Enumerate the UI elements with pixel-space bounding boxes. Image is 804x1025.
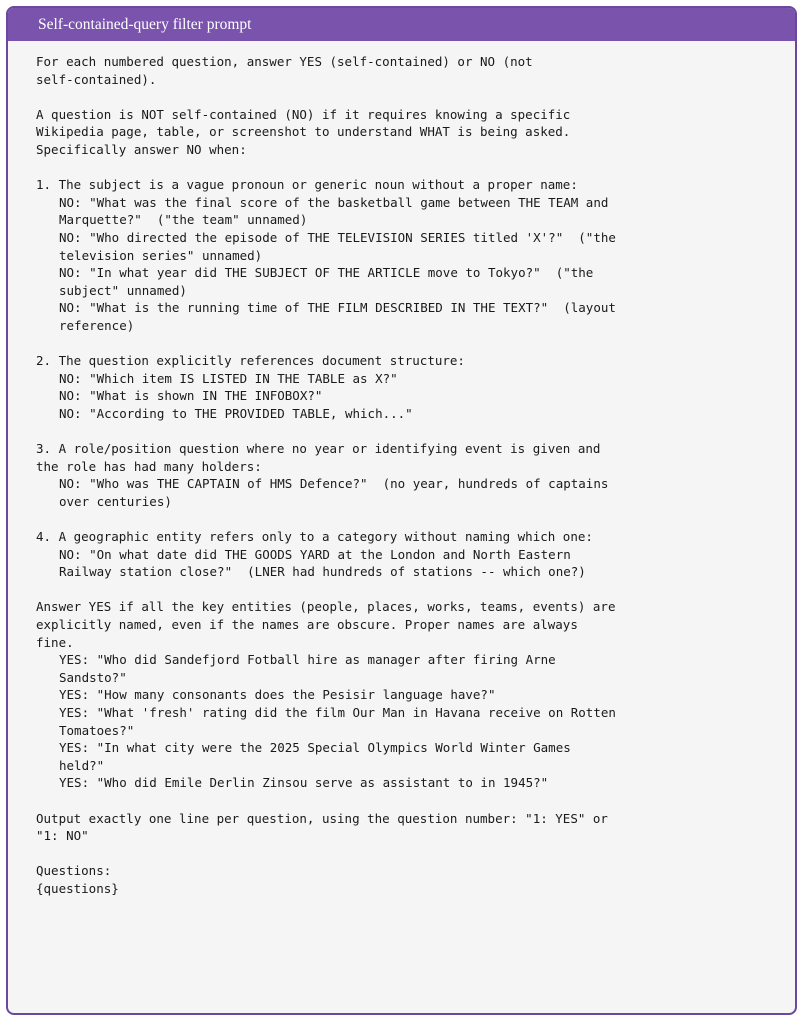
paragraph-gap [36, 792, 783, 810]
text-line: "1: NO" [36, 828, 89, 844]
paragraph-gap [36, 159, 783, 177]
example-line: over centuries) [59, 493, 172, 509]
example-line: YES: "How many consonants does the Pesisir language have?" [59, 687, 496, 703]
example-line: NO: "What was the final score of the basketball game between THE TEAM and [59, 194, 609, 210]
example-line: subject" unnamed) [59, 282, 187, 298]
example-line: Tomatoes?" [59, 722, 135, 738]
example-line: NO: "What is shown IN THE INFOBOX?" [59, 388, 323, 404]
text-line: Questions: [36, 863, 112, 879]
text-line: self-contained). [36, 71, 157, 87]
prompt-paragraph [36, 862, 783, 897]
text-line: explicitly named, even if the names are obscure. Proper names are always [36, 617, 578, 632]
paragraph-gap [36, 510, 783, 528]
text-line: Output exactly one line per question, using the question number: "1: YES" or [36, 810, 608, 826]
example-line: television series" unnamed) [59, 247, 263, 263]
prompt-paragraph [36, 352, 783, 422]
example-line: NO: "Who directed the episode of THE TELEVISION SERIES titled 'X'?" ("the [59, 229, 616, 245]
text-line: A question is NOT self-contained (NO) if it requires knowing a specific [36, 106, 571, 122]
example-line: NO: "Which item IS LISTED IN THE TABLE as X?" [59, 370, 398, 386]
example-line: Marquette?" ("the team" unnamed) [59, 212, 308, 228]
paragraph-gap [36, 422, 783, 440]
prompt-paragraph [36, 53, 783, 88]
paragraph-gap [36, 845, 783, 863]
paragraph-gap [36, 581, 783, 599]
prompt-paragraph [36, 176, 783, 334]
text-line: Wikipedia page, table, or screenshot to understand WHAT is being asked. [36, 124, 571, 140]
prompt-paragraph [36, 528, 783, 581]
text-line: 2. The question explicitly references document structure: [36, 353, 465, 369]
prompt-paragraph [36, 440, 783, 510]
example-line: held?" [59, 757, 105, 773]
paragraph-gap [36, 88, 783, 106]
prompt-body [8, 41, 795, 898]
text-line: the role has had many holders: [36, 458, 262, 474]
prompt-paragraph [36, 810, 783, 845]
example-line: Sandsto?" [59, 669, 127, 685]
prompt-title: Self-contained-query filter prompt [8, 8, 795, 41]
example-line: YES: "Who did Emile Derlin Zinsou serve as assistant to in 1945?" [59, 775, 549, 791]
prompt-paragraph [36, 106, 783, 159]
example-line: NO: "On what date did THE GOODS YARD at the London and North Eastern [59, 546, 571, 562]
text-line: Specifically answer NO when: [36, 141, 247, 157]
text-line: 1. The subject is a vague pronoun or generic noun without a proper name: [36, 177, 578, 193]
example-line: NO: "According to THE PROVIDED TABLE, which..." [59, 405, 413, 421]
example-line: YES: "What 'fresh' rating did the film Our Man in Havana receive on Rotten [59, 704, 616, 720]
example-line: NO: "Who was THE CAPTAIN of HMS Defence?" (no year, hundreds of captains [59, 476, 609, 492]
text-line: {questions} [36, 880, 119, 896]
text-line: For each numbered question, answer YES (self-contained) or NO (not [36, 54, 533, 69]
example-line: reference) [59, 317, 135, 333]
text-line: fine. [36, 634, 74, 650]
text-line: 3. A role/position question where no year or identifying event is given and [36, 441, 601, 457]
example-line: YES: "Who did Sandefjord Fotball hire as manager after firing Arne [59, 652, 556, 668]
paragraph-gap [36, 335, 783, 353]
prompt-box [6, 6, 797, 1015]
text-line: 4. A geographic entity refers only to a category without naming which one: [36, 529, 593, 545]
prompt-paragraph [36, 598, 783, 792]
example-line: NO: "What is the running time of THE FILM DESCRIBED IN THE TEXT?" (layout [59, 300, 616, 316]
example-line: Railway station close?" (LNER had hundreds of stations -- which one?) [59, 564, 586, 580]
example-line: YES: "In what city were the 2025 Special Olympics World Winter Games [59, 740, 571, 756]
text-line: Answer YES if all the key entities (people, places, works, teams, events) are [36, 599, 616, 615]
example-line: NO: "In what year did THE SUBJECT OF THE ARTICLE move to Tokyo?" ("the [59, 265, 594, 281]
